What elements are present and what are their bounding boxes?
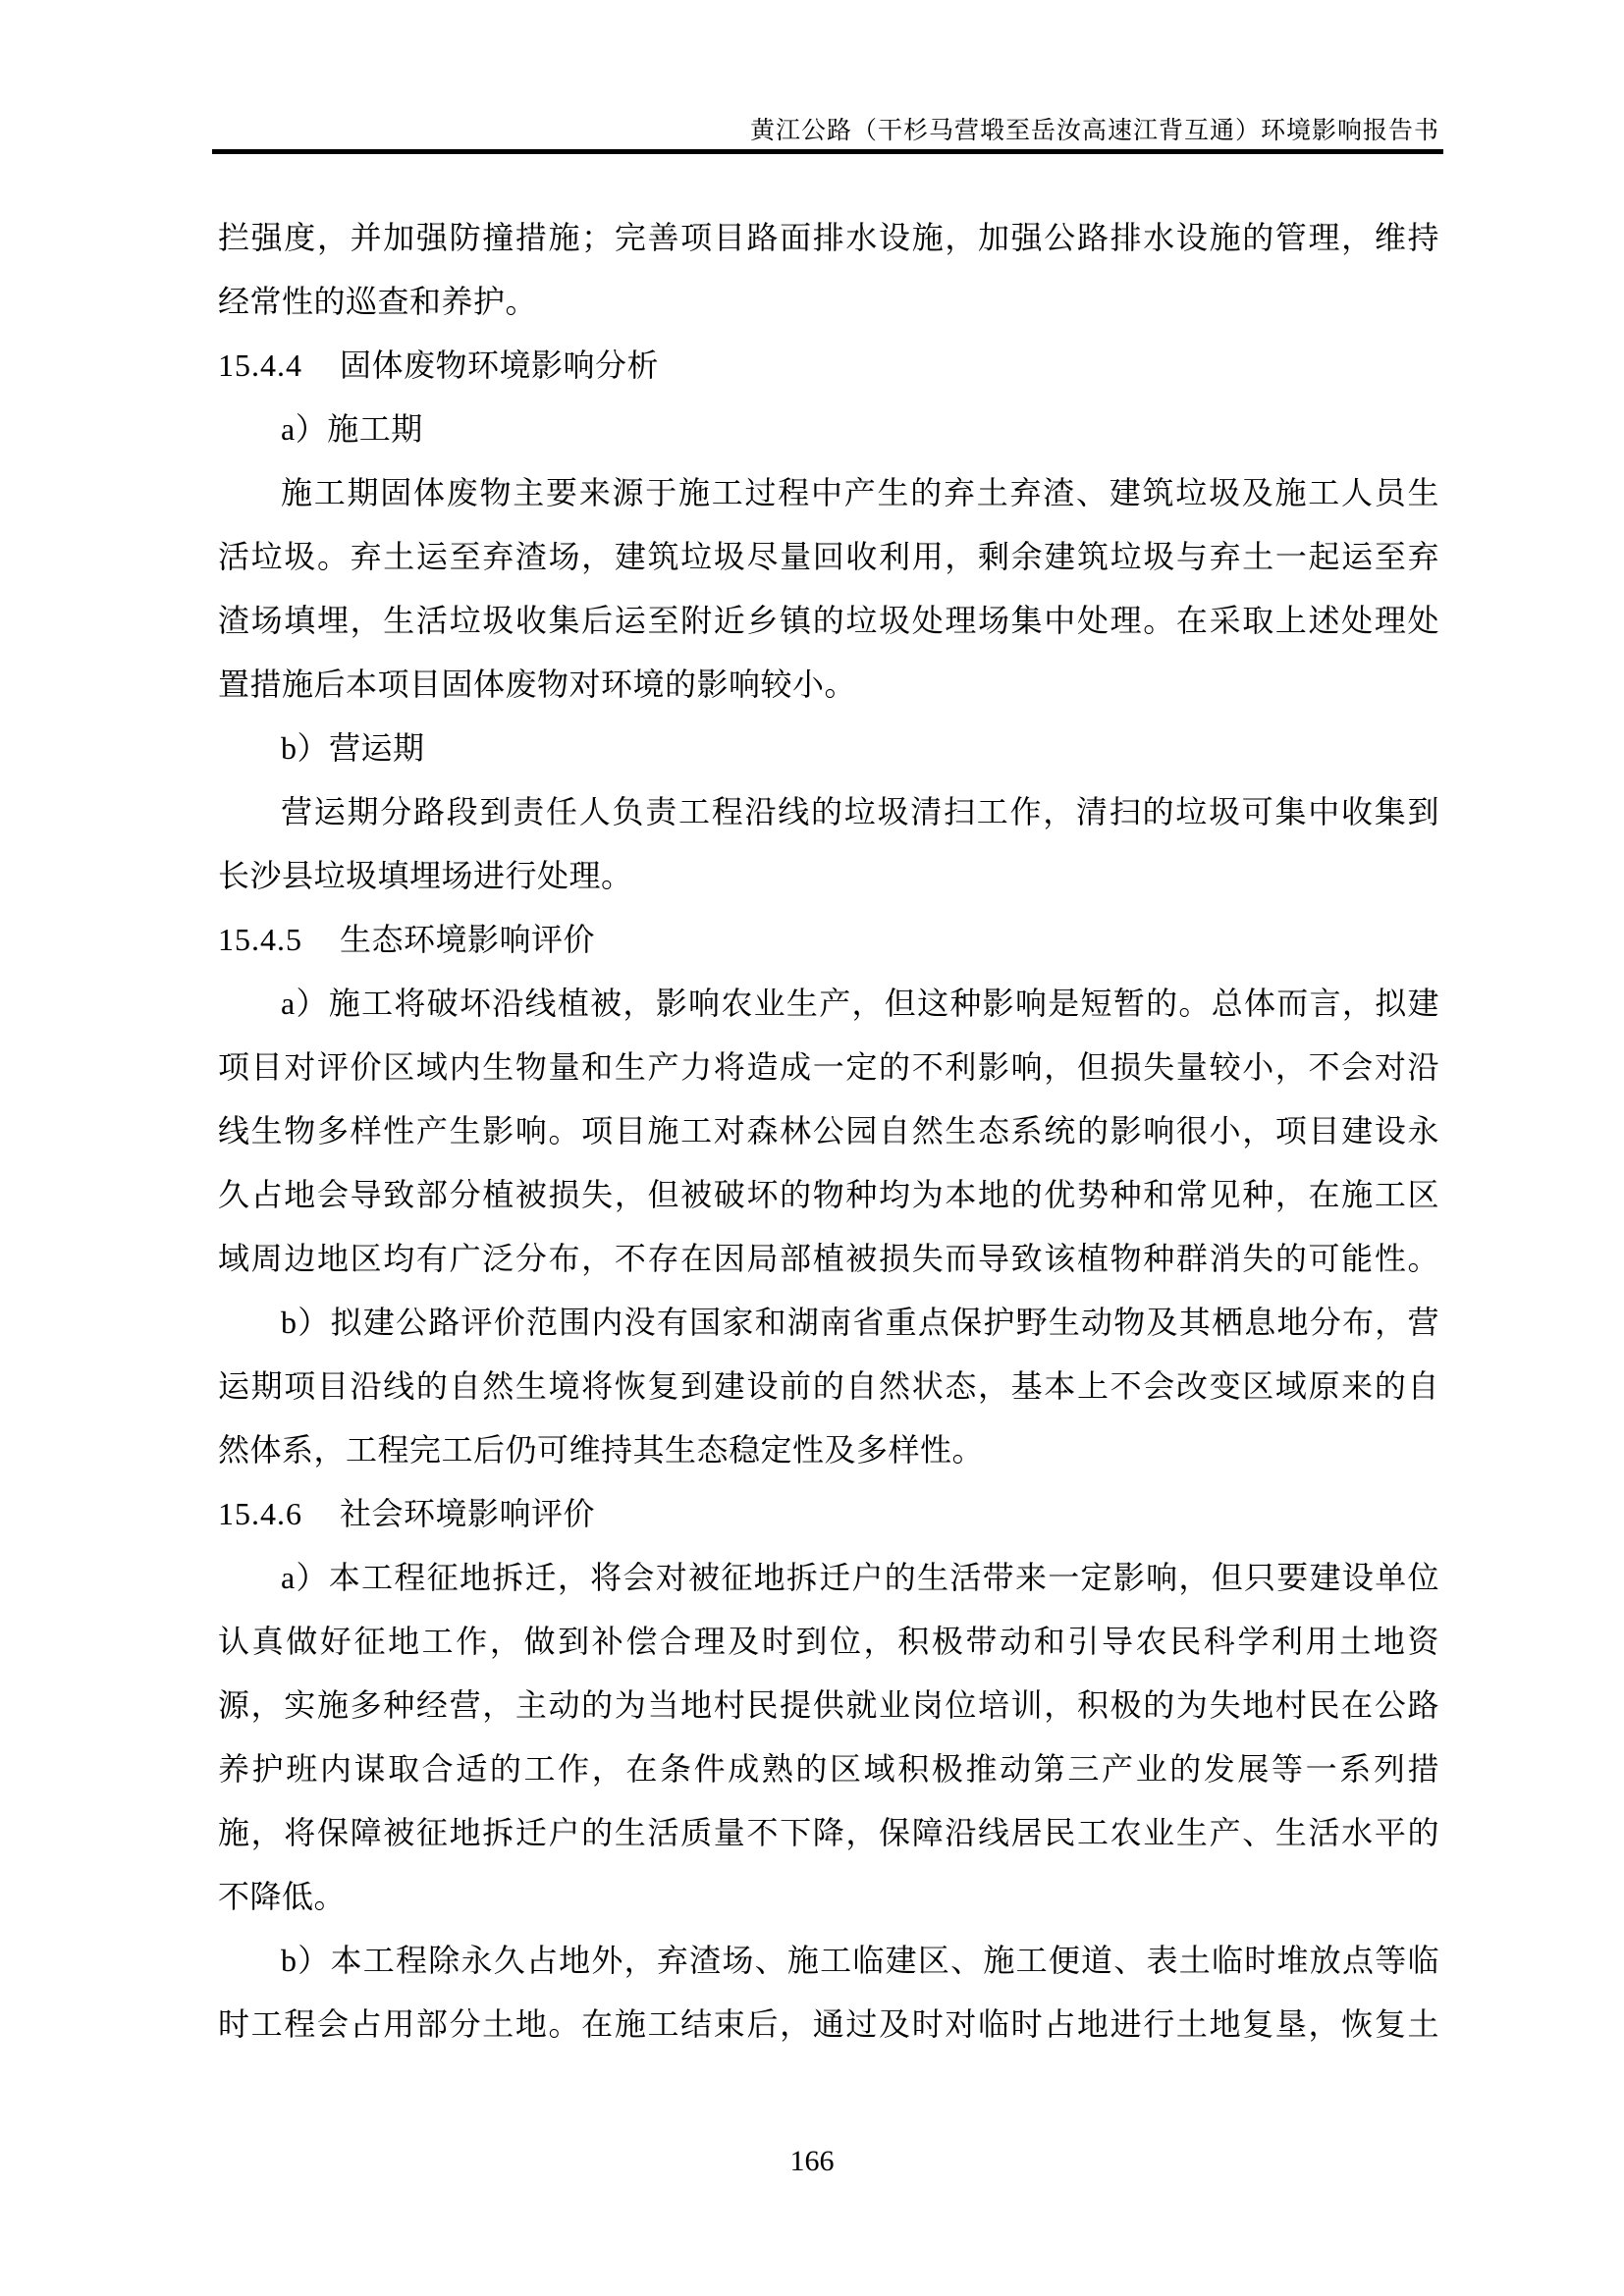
section-number: 15.4.4 [218, 347, 302, 383]
paragraph-line: 时工程会占用部分土地。在施工结束后，通过及时对临时占地进行土地复垦，恢复土 [218, 2006, 1439, 2042]
paragraph-line: 施工期固体废物主要来源于施工过程中产生的弃土弃渣、建筑垃圾及施工人员生 [281, 475, 1439, 510]
paragraph-line: 养护班内谋取合适的工作，在条件成熟的区域积极推动第三产业的发展等一系列措 [218, 1751, 1439, 1787]
header-rule-divider [212, 149, 1443, 154]
running-header-title: 黄江公路（干杉马营塅至岳汝高速江背互通）环境影响报告书 [749, 118, 1439, 144]
section-title: 社会环境影响评价 [340, 1496, 596, 1531]
paragraph-line: 活垃圾。弃土运至弃渣场，建筑垃圾尽量回收利用，剩余建筑垃圾与弃土一起运至弃 [218, 539, 1439, 574]
section-title: 生态环境影响评价 [340, 922, 596, 957]
paragraph-line: 施，将保障被征地拆迁户的生活质量不下降，保障沿线居民工农业生产、生活水平的 [218, 1815, 1439, 1850]
list-item-label: b）营运期 [281, 730, 425, 766]
paragraph-line: 拦强度，并加强防撞措施；完善项目路面排水设施，加强公路排水设施的管理，维持 [218, 220, 1439, 255]
paragraph-line: 经常性的巡查和养护。 [218, 284, 538, 319]
section-title: 固体废物环境影响分析 [340, 347, 660, 383]
section-heading [218, 334, 1439, 398]
list-item-label: a）施工期 [281, 411, 423, 447]
paragraph-line: b）拟建公路评价范围内没有国家和湖南省重点保护野生动物及其栖息地分布，营 [281, 1305, 1439, 1340]
paragraph-line: 久占地会导致部分植被损失，但被破坏的物种均为本地的优势种和常见种，在施工区 [218, 1177, 1439, 1212]
paragraph-line: 域周边地区均有广泛分布，不存在因局部植被损失而导致该植物种群消失的可能性。 [218, 1241, 1439, 1276]
paragraph-line: a）施工将破坏沿线植被，影响农业生产，但这种影响是短暂的。总体而言，拟建 [281, 986, 1439, 1021]
section-heading [218, 908, 1439, 972]
paragraph-line: 认真做好征地工作，做到补偿合理及时到位，积极带动和引导农民科学利用土地资 [218, 1624, 1439, 1659]
section-heading [218, 1482, 1439, 1546]
paragraph-line: 渣场填埋，生活垃圾收集后运至附近乡镇的垃圾处理场集中处理。在采取上述处理处 [218, 603, 1439, 638]
paragraph-line: 然体系，工程完工后仍可维持其生态稳定性及多样性。 [218, 1432, 985, 1468]
section-number: 15.4.5 [218, 922, 302, 957]
page-number: 166 [789, 2145, 835, 2177]
section-number: 15.4.6 [218, 1496, 302, 1531]
paragraph-line: 运期项目沿线的自然生境将恢复到建设前的自然状态，基本上不会改变区域原来的自 [218, 1368, 1439, 1404]
paragraph-line: 营运期分路段到责任人负责工程沿线的垃圾清扫工作，清扫的垃圾可集中收集到 [281, 794, 1439, 829]
paragraph-line: a）本工程征地拆迁，将会对被征地拆迁户的生活带来一定影响，但只要建设单位 [281, 1560, 1439, 1595]
paragraph-line: 项目对评价区域内生物量和生产力将造成一定的不利影响，但损失量较小，不会对沿 [218, 1049, 1439, 1085]
paragraph-line: 不降低。 [218, 1879, 347, 1914]
paragraph-line: 源，实施多种经营，主动的为当地村民提供就业岗位培训，积极的为失地村民在公路 [218, 1687, 1439, 1723]
paragraph-line: 线生物多样性产生影响。项目施工对森林公园自然生态系统的影响很小，项目建设永 [218, 1113, 1439, 1148]
document-body [218, 206, 1439, 2056]
paragraph-line: 长沙县垃圾填埋场进行处理。 [218, 858, 633, 893]
paragraph-line: 置措施后本项目固体废物对环境的影响较小。 [218, 667, 857, 702]
paragraph-line: b）本工程除永久占地外，弃渣场、施工临建区、施工便道、表土临时堆放点等临 [281, 1943, 1439, 1978]
